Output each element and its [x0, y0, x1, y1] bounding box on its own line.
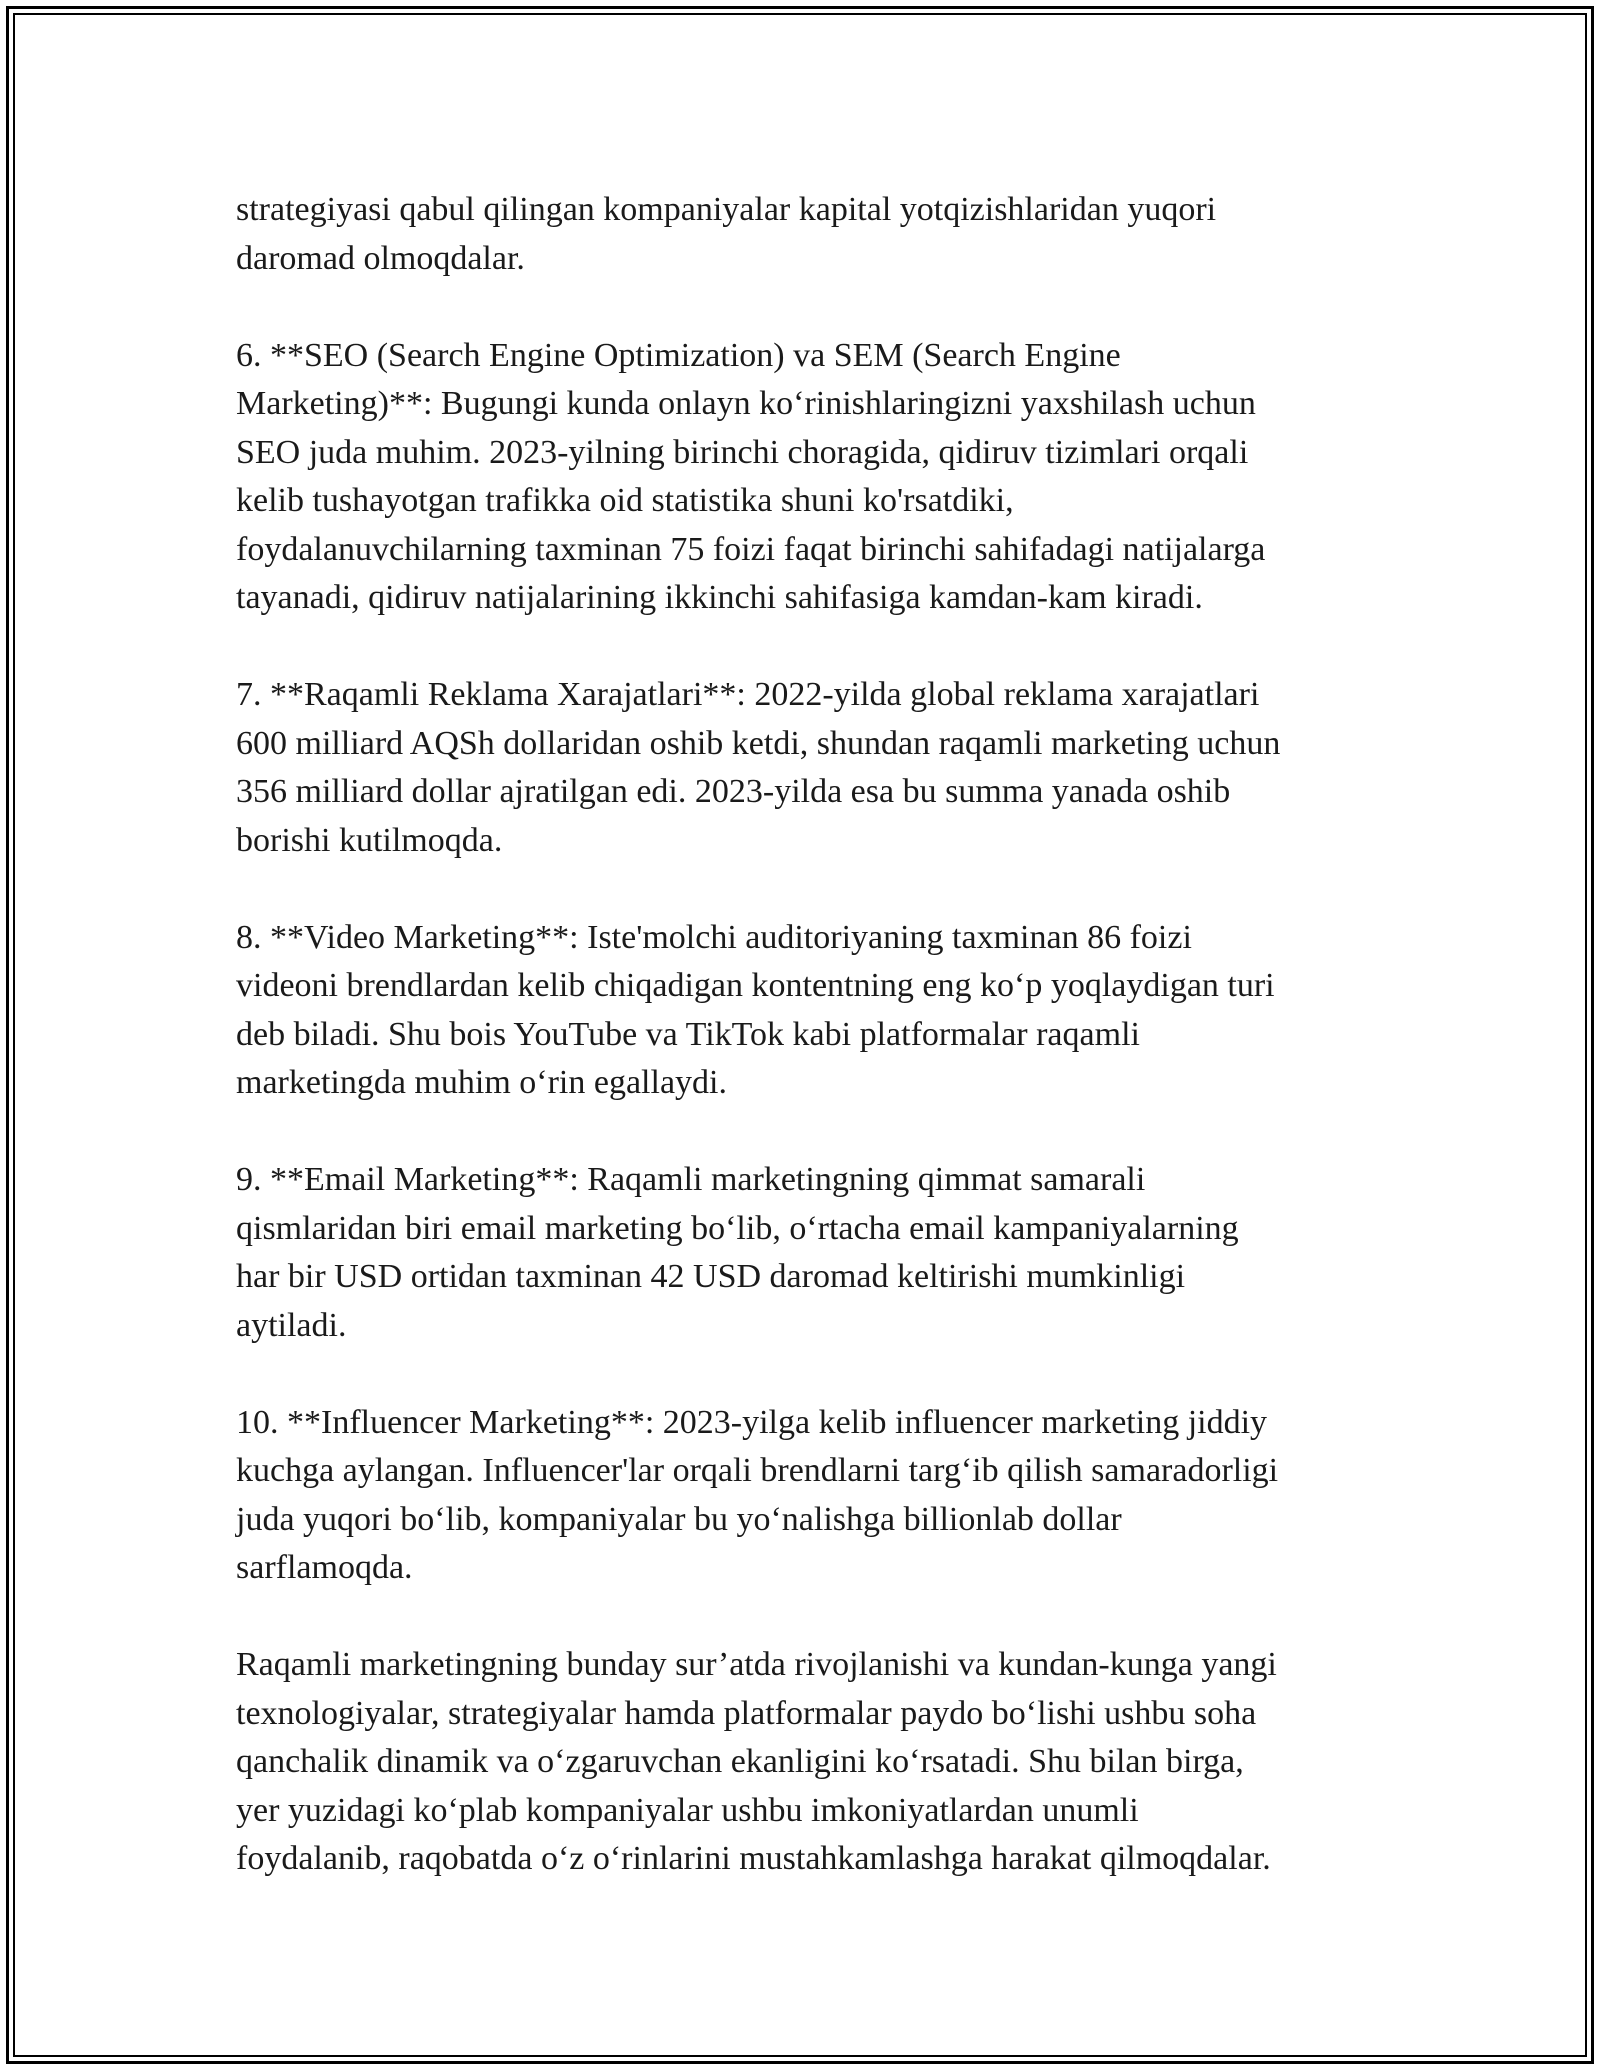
paragraph-conclusion: Raqamli marketingning bunday sur’atda rivojlanishi va kundan-kunga yangi texnologiyalar, strategiyalar hamda platformalar paydo bo‘lishi ushbu soha qanchalik dinamik va o‘zgaruvchan ekanligini ko‘rsatadi. Shu bilan birga, yer yuzidagi ko‘plab kompaniyalar ushbu imkoniyatlardan unumli foydalanib, raqobatda o‘z o‘rinlarini mustahkamlashga harakat qilmoqdalar. — [236, 1646, 1277, 1877]
paragraph-email-marketing: 9. **Email Marketing**: Raqamli marketingning qimmat samarali qismlaridan biri email marketing bo‘lib, o‘rtacha email kampaniyalarning har bir USD ortidan taxminan 42 USD daromad keltirishi mumkinligi aytiladi. — [236, 1161, 1239, 1344]
paragraph-video-marketing: 8. **Video Marketing**: Iste'molchi auditoriyaning taxminan 86 foizi videoni brendlardan kelib chiqadigan kontentning eng ko‘p yoqlaydigan turi deb biladi. Shu bois YouTube va TikTok kabi platformalar raqamli marketingda muhim o‘rin egallaydi. — [236, 918, 1275, 1101]
paragraph-seo-sem: 6. **SEO (Search Engine Optimization) va SEM (Search Engine Marketing)**: Bugungi kunda onlayn ko‘rinishlaringizni yaxshilash uchun SEO juda muhim. 2023-yilning birinchi choragida, qidiruv tizimlari orqali kelib tushayotgan trafikka oid statistika shuni ko'rsatdiki, foydalanuvchilarning taxminan 75 foizi faqat birinchi sahifadagi natijalarga tayanadi, qidiruv natijalarining ikkinchi sahifasiga kamdan-kam kiradi. — [236, 336, 1266, 616]
paragraph-influencer-marketing: 10. **Influencer Marketing**: 2023-yilga kelib influencer marketing jiddiy kuchga aylangan. Influencer'lar orqali brendlarni targ‘ib qilish samaradorligi juda yuqori bo‘lib, kompaniyalar bu yo‘nalishga billionlab dollar sarflamoqda. — [236, 1403, 1279, 1586]
paragraph-strategy-continuation: strategiyasi qabul qilingan kompaniyalar kapital yotqizishlaridan yuqori daromad olmoqdalar. — [236, 191, 1217, 277]
paragraph-digital-ad-spend: 7. **Raqamli Reklama Xarajatlari**: 2022-yilda global reklama xarajatlari 600 milliard AQSh dollaridan oshib ketdi, shundan raqamli marketing uchun 356 milliard dollar ajratilgan edi. 2023-yilda esa bu summa yanada oshib borishi kutilmoqda. — [236, 676, 1281, 859]
document-body — [236, 186, 1386, 1884]
